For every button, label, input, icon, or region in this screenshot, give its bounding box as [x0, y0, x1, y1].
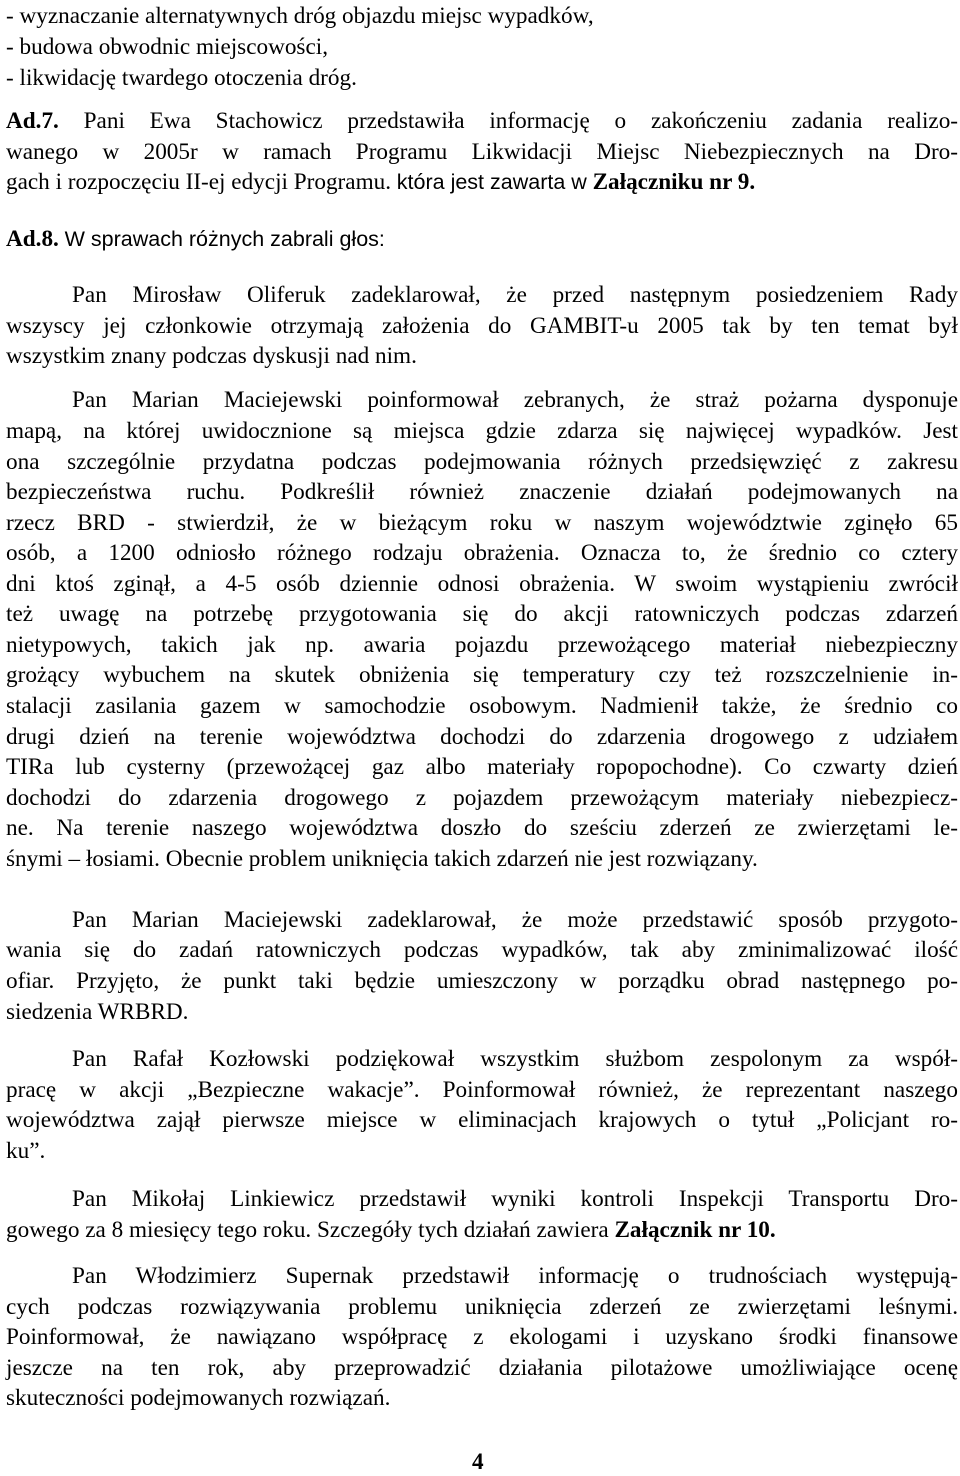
- paragraph-line: wszyscy jej członkowie otrzymają założenia do GAMBIT-u 2005 tak by ten temat był: [6, 313, 958, 339]
- ad8-intro: W sprawach różnych zabrali głos:: [64, 227, 385, 251]
- page-number: 4: [472, 1449, 484, 1475]
- attachment-ref-9: Załączniku nr 9.: [592, 169, 756, 195]
- paragraph-line: cych podczas rozwiązywania problemu uniknięcia zderzeń ze zwierzętami leśnymi.: [6, 1294, 958, 1320]
- paragraph-line: województwa zajął pierwsze miejsce w eliminacjach krajowych o tytuł „Policjant ro-: [6, 1107, 958, 1133]
- paragraph-line: Pan Marian Maciejewski poinformował zebranych, że straż pożarna dysponuje: [72, 387, 958, 413]
- attachment-ref-10: Załącznik nr 10.: [614, 1217, 776, 1243]
- paragraph-line: pracę w akcji „Bezpieczne wakacje”. Poinformował również, że reprezentant naszego: [6, 1077, 958, 1103]
- paragraph-line: gowego za 8 miesięcy tego roku. Szczegóły tych działań zawiera Załącznik nr 10.: [6, 1217, 776, 1243]
- paragraph-line: ku”.: [6, 1138, 46, 1164]
- ad7-text: Pani Ewa Stachowicz przedstawiła informację o zakończeniu zadania realizo-: [83, 108, 959, 134]
- paragraph-line: Pan Włodzimierz Supernak przedstawił informację o trudnościach występują-: [72, 1263, 958, 1289]
- paragraph-line: Poinformował, że nawiązano współpracę z ekologami i uzyskano środki finansowe: [6, 1324, 958, 1350]
- paragraph-line: bezpieczeństwa ruchu. Podkreślił również znaczenie działań podejmowanych na: [6, 479, 958, 505]
- paragraph-line: jeszcze na ten rok, aby przeprowadzić działania pilotażowe umożliwiające ocenę: [6, 1355, 958, 1381]
- paragraph-line: osób, a 1200 odniosło różnego rodzaju obrażenia. Oznacza to, że średnio co cztery: [6, 540, 958, 566]
- paragraph-line: TIRa lub cysterny (przewożącej gaz albo materiały ropopochodne). Co czwarty dzień: [6, 754, 958, 780]
- paragraph-line: Pan Marian Maciejewski zadeklarował, że może przedstawić sposób przygoto-: [72, 907, 958, 933]
- paragraph-line: Pan Mikołaj Linkiewicz przedstawił wyniki kontroli Inspekcji Transportu Dro-: [72, 1186, 958, 1212]
- paragraph-line: grożący wybuchem na skutek obniżenia się temperatury czy też rozszczelnienie in-: [6, 662, 958, 688]
- list-item: - budowa obwodnic miejscowości,: [6, 34, 328, 60]
- ad8-label: Ad.8.: [6, 226, 59, 252]
- paragraph-line: dni ktoś zginął, a 4-5 osób dziennie odnosi obrażenia. W swoim wystąpieniu zwrócił: [6, 571, 958, 597]
- paragraph-line: wania się do zadań ratowniczych podczas wypadków, tak aby zminimalizować ilość: [6, 937, 958, 963]
- paragraph-line: skuteczności podejmowanych rozwiązań.: [6, 1385, 391, 1411]
- paragraph-line: Pan Rafał Kozłowski podziękował wszystkim służbom zespolonym za współ-: [72, 1046, 958, 1072]
- ad7-line: [6, 107, 958, 135]
- paragraph-line: ona szczególnie przydatna podczas podejmowania różnych przedsięwzięć z zakresu: [6, 449, 958, 475]
- paragraph-line: drugi dzień na terenie województwa dochodzi do zdarzenia drogowego z udziałem: [6, 724, 958, 750]
- paragraph-line: wszystkim znany podczas dyskusji nad nim.: [6, 343, 417, 369]
- paragraph-line: mapą, na której uwidocznione są miejsca gdzie zdarza się najwięcej wypadków. Jest: [6, 418, 958, 444]
- list-item: - likwidację twardego otoczenia dróg.: [6, 65, 357, 91]
- list-item: - wyznaczanie alternatywnych dróg objazdu miejsc wypadków,: [6, 3, 594, 29]
- paragraph-line: też uwagę na potrzebę przygotowania się do akcji ratowniczych podczas zdarzeń: [6, 601, 958, 627]
- paragraph-line: śnymi – łosiami. Obecnie problem uniknięcia takich zdarzeń nie jest rozwiązany.: [6, 846, 758, 872]
- ad8-line: [6, 225, 385, 253]
- paragraph-line: Pan Mirosław Oliferuk zadeklarował, że przed następnym posiedzeniem Rady: [72, 282, 958, 308]
- ad7-label: Ad.7.: [6, 108, 59, 134]
- paragraph-line: nietypowych, takich jak np. awaria pojazdu przewożącego materiał niebezpieczny: [6, 632, 958, 658]
- ad7-line: wanego w 2005r w ramach Programu Likwidacji Miejsc Niebezpiecznych na Dro-: [6, 139, 958, 165]
- ad7-line: gach i rozpoczęciu II-ej edycji Programu. która jest zawarta w Załączniku nr 9.: [6, 169, 756, 195]
- paragraph-line: dochodzi do zdarzenia drogowego z pojazdem przewożącym materiały niebezpiecz-: [6, 785, 958, 811]
- ad7-sans-text: która jest zawarta w: [396, 170, 587, 194]
- paragraph-line: rzecz BRD - stwierdził, że w bieżącym roku w naszym województwie zginęło 65: [6, 510, 958, 536]
- paragraph-line: siedzenia WRBRD.: [6, 999, 189, 1025]
- paragraph-line: ofiar. Przyjęto, że punkt taki będzie umieszczony w porządku obrad następnego po-: [6, 968, 958, 994]
- paragraph-line: ne. Na terenie naszego województwa doszło do sześciu zderzeń ze zwierzętami le-: [6, 815, 958, 841]
- paragraph-line: stalacji zasilania gazem w samochodzie osobowym. Nadmienił także, że średnio co: [6, 693, 958, 719]
